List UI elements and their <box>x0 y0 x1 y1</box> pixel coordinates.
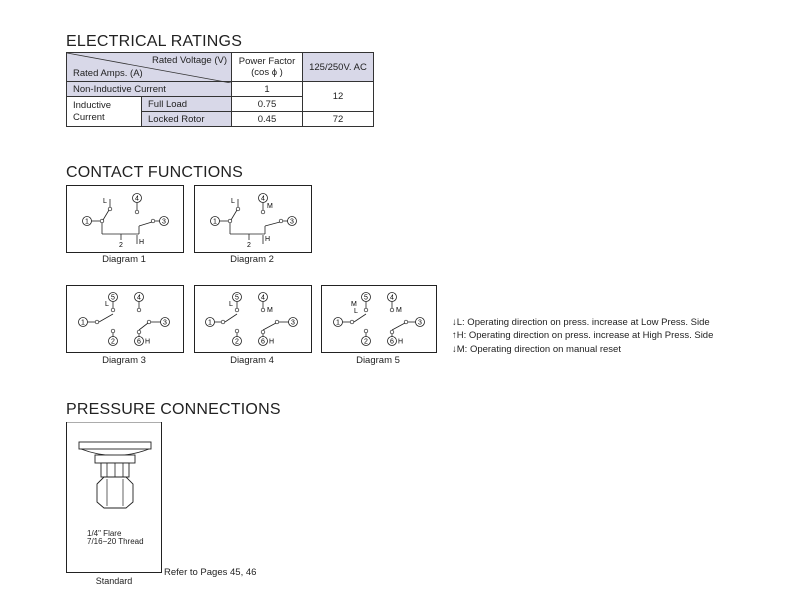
terminal-2: 2 <box>111 338 115 346</box>
terminal-6: 6 <box>261 338 265 346</box>
letter-2: 2 <box>119 242 123 249</box>
letter-H: H <box>145 338 151 346</box>
electrical-ratings-heading: ELECTRICAL RATINGS <box>66 33 243 50</box>
amps-72-value: 72 <box>303 112 374 127</box>
terminal-4: 4 <box>135 195 139 203</box>
legend-low-press: ↓L: Operating direction on press. increase at Low Press. Side <box>452 317 710 328</box>
letter-H: H <box>139 239 145 246</box>
inductive-line1: Inductive <box>73 99 112 111</box>
terminal-1: 1 <box>213 218 217 226</box>
terminal-3: 3 <box>163 319 167 327</box>
letter-M: M <box>267 307 273 314</box>
diagram-3-label: Diagram 3 <box>102 355 146 366</box>
voltage-header: 125/250V. AC <box>303 53 374 82</box>
letter-L: L <box>105 301 109 308</box>
diagram-5 <box>321 285 437 353</box>
diagram-1 <box>66 185 184 253</box>
letter-L: L <box>354 308 358 315</box>
terminal-1: 1 <box>81 319 85 327</box>
terminal-5: 5 <box>111 294 115 302</box>
diagram-1-label: Diagram 1 <box>102 254 146 265</box>
pressure-connections-heading: PRESSURE CONNECTIONS <box>66 401 281 418</box>
terminal-4: 4 <box>137 294 141 302</box>
terminal-3: 3 <box>290 218 294 226</box>
legend-high-press: ↑H: Operating direction on press. increase at High Press. Side <box>452 330 714 341</box>
letter-L: L <box>229 301 233 308</box>
diagram-4 <box>194 285 312 353</box>
locked-rotor-label: Locked Rotor <box>142 112 232 127</box>
rated-voltage-label: Rated Voltage (V) <box>152 55 227 66</box>
letter-H: H <box>398 338 404 346</box>
electrical-ratings-table <box>66 52 374 127</box>
diagram-4-label: Diagram 4 <box>230 355 274 366</box>
terminal-1: 1 <box>85 218 89 226</box>
letter-M: M <box>351 301 357 308</box>
terminal-6: 6 <box>137 338 141 346</box>
letter-M: M <box>396 307 402 314</box>
diagram-5-label: Diagram 5 <box>356 355 400 366</box>
terminal-3: 3 <box>291 319 295 327</box>
connection-figure <box>66 422 162 573</box>
terminal-4: 4 <box>390 294 394 302</box>
letter-2: 2 <box>247 242 251 249</box>
legend-manual-reset: ↓M: Operating direction on manual reset <box>452 344 621 355</box>
power-factor-label: Power Factor <box>238 56 296 67</box>
flare-fitting-drawing <box>67 422 161 522</box>
pf-locked-rotor: 0.45 <box>232 112 303 127</box>
pf-full-load: 0.75 <box>232 97 303 112</box>
letter-L: L <box>231 198 235 205</box>
full-load-label: Full Load <box>142 97 232 112</box>
diagram-3 <box>66 285 184 353</box>
diagram-2 <box>194 185 312 253</box>
letter-M: M <box>267 203 273 210</box>
terminal-5: 5 <box>364 294 368 302</box>
standard-label: Standard <box>95 576 133 586</box>
contact-functions-heading: CONTACT FUNCTIONS <box>66 164 244 181</box>
header-diagonal-cell <box>67 53 232 82</box>
letter-H: H <box>269 338 275 346</box>
terminal-2: 2 <box>235 338 239 346</box>
flare-label: 1/4" Flare <box>87 529 122 538</box>
terminal-3: 3 <box>162 218 166 226</box>
terminal-4: 4 <box>261 195 265 203</box>
letter-H: H <box>265 236 271 243</box>
letter-L: L <box>103 198 107 205</box>
inductive-line2: Current <box>73 111 105 123</box>
amps-12-value: 12 <box>303 82 374 112</box>
terminal-4: 4 <box>261 294 265 302</box>
power-factor-header <box>232 53 303 82</box>
diagram-2-label: Diagram 2 <box>230 254 274 265</box>
terminal-6: 6 <box>390 338 394 346</box>
terminal-2: 2 <box>364 338 368 346</box>
thread-label: 7/16−20 Thread <box>87 537 144 546</box>
pf-non-inductive: 1 <box>232 82 303 97</box>
rated-amps-label: Rated Amps. (A) <box>73 68 143 79</box>
inductive-current-label <box>67 97 142 127</box>
terminal-5: 5 <box>235 294 239 302</box>
refer-pages-text: Refer to Pages 45, 46 <box>164 567 257 578</box>
terminal-1: 1 <box>208 319 212 327</box>
terminal-1: 1 <box>336 319 340 327</box>
non-inductive-label: Non-Inductive Current <box>67 82 232 97</box>
cos-phi-label: (cos ϕ ) <box>251 67 283 78</box>
terminal-3: 3 <box>418 319 422 327</box>
